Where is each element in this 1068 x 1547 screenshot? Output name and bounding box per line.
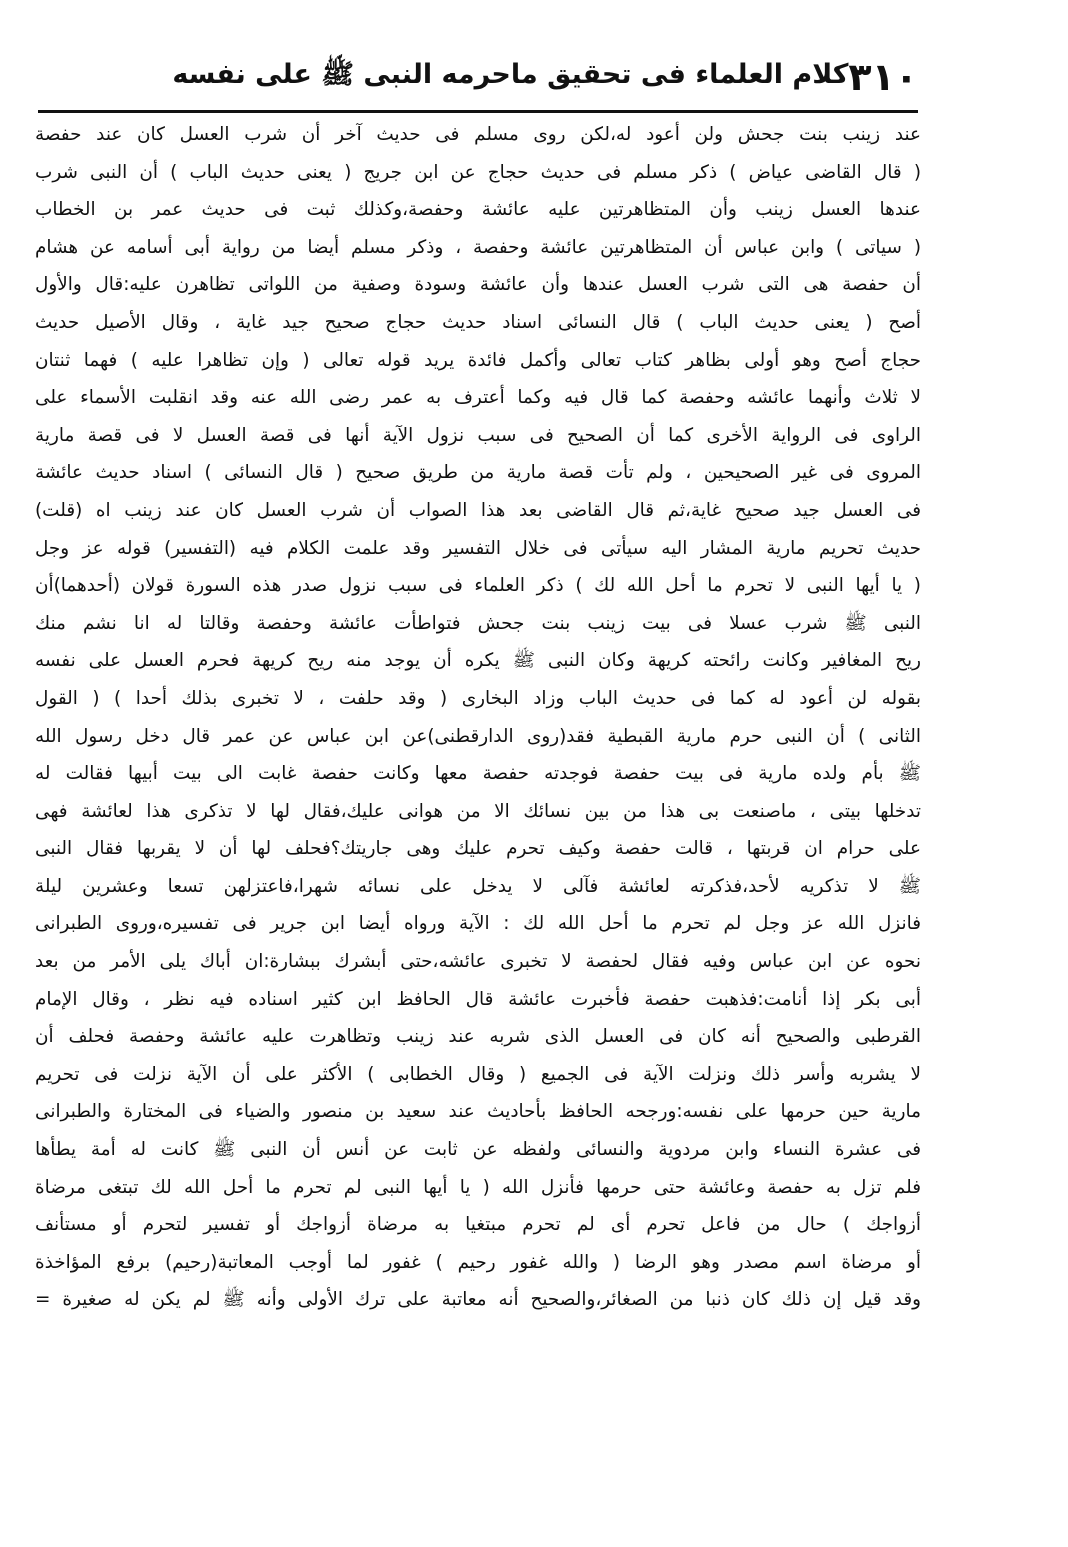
body-text xyxy=(35,116,921,1319)
text-line: بقوله لن أعود له كما فى حديث الباب وزاد البخارى ( وقد حلفت ، لا تخبرى بذلك أحدا ) ( القول xyxy=(35,687,921,709)
text-line: النبى ﷺ شرب عسلا فى بيت زينب بنت جحش فتواطأت عائشة وحفصة وقالتا له انا نشم منك xyxy=(35,612,921,634)
text-line: ( سياتى ) وابن عباس أن المتظاهرتين عائشة وحفصة ، وذكر مسلم أيضا من رواية أبى أسامه عن هشام xyxy=(35,236,921,258)
text-line: أصح ( يعنى حديث الباب ) قال النسائى اسناد حديث حجاج صحيح جيد غاية ، وقال الأصيل حديث xyxy=(35,311,921,333)
text-line: أن حفصة هى التى شرب العسل عندها وأن عائشة وسودة وصفية من اللواتى تظاهرن عليه:قال والأول xyxy=(35,274,921,296)
text-line: أو مرضاة اسم مصدر وهو الرضا ( والله غفور رحيم ) غفور لما أوجب المعاتبة(رحيم) برفع المؤاخذة xyxy=(35,1251,921,1273)
text-line: الثانى ) أن النبى حرم مارية القبطية فقد(روى الدارقطنى)عن ابن عباس عن عمر قال دخل رسول الله xyxy=(35,725,921,747)
page-header xyxy=(38,52,918,102)
text-line: ريح المغافير وكانت رائحته كريهة وكان النبى ﷺ يكره أن يوجد منه ريح كريهة فحرم العسل على نفسه xyxy=(35,650,921,672)
text-line: فى العسل جيد صحيح غاية،ثم قال القاضى بعد هذا الصواب أن شرب العسل كان عند زينب اه (قلت) xyxy=(35,499,921,521)
page-number: ٣١٠ xyxy=(848,55,918,99)
header-rule xyxy=(38,110,918,113)
text-line: حديث تحريم مارية المشار اليه سيأتى فى خلال التفسير وقد علمت الكلام فيه (التفسير) قوله عز وجل xyxy=(35,537,921,559)
text-line: عندها العسل زينب وأن المتظاهرتين عليه عائشة وحفصة،وكذلك ثبت فى حديث عمر بن الخطاب xyxy=(35,199,921,221)
running-title: كلام العلماء فى تحقيق ماحرمه النبى ﷺ على نفسه xyxy=(172,59,849,90)
text-line: نحوه عن ابن عباس وفيه فقال لحفصة لا تخبرى عائشه،حتى أبشرك ببشارة:ان أباك يلى الأمر من بعد xyxy=(35,951,921,973)
text-line: أزواجك ) حال من فاعل تحرم أى لم تحرم مبتغيا به مرضاة أزواجك أو تفسير لتحرم أو مستأنف xyxy=(35,1214,921,1236)
text-line: ﷺ لا تذكريه لأحد،فذكرته لعائشة فآلى لا يدخل على نسائه شهرا،فاعتزلهن تسعا وعشرين ليلة xyxy=(35,875,921,897)
text-line: فى عشرة النساء وابن مردوية والنسائى ولفظه عن ثابت عن أنس أن النبى ﷺ كانت له أمة يطأها xyxy=(35,1139,921,1161)
text-line: وقد قيل إن ذلك كان ذنبا من الصغائر،والصحيح أنه معاتبة على ترك الأولى وأنه ﷺ لم يكن له صغيرة = xyxy=(35,1289,921,1311)
text-line: أبى بكر إذا أنامت:فذهبت حفصة فأخبرت عائشة قال الحافظ ابن كثير اسناده فيه نظر ، وقال الإمام xyxy=(35,988,921,1010)
text-line: الراوى فى الرواية الأخرى كما أن الصحيح فى سبب نزول الآية أنها فى قصة العسل لا فى قصة مارية xyxy=(35,424,921,446)
text-line: ﷺ بأم ولده مارية فى بيت حفصة فوجدته حفصة معها وكانت حفصة غابت الى بيت أبيها فقالت له xyxy=(35,763,921,785)
text-line: المروى فى غير الصحيحين ، ولم تأت قصة مارية من طريق صحيح ( قال النسائى ) اسناد حديث عائشة xyxy=(35,462,921,484)
text-line: تدخلها بيتى ، ماصنعت بى هذا من بين نسائك الا من هوانى عليك،فقال لها لا تذكرى هذا لعائشة فهى xyxy=(35,800,921,822)
text-line: ( يا أيها النبى لا تحرم ما أحل الله لك ) ذكر العلماء فى سبب نزول صدر هذه السورة قولان (أحدهما)أن xyxy=(35,575,921,597)
text-line: فلم تزل به حفصة وعائشة حتى حرمها فأنزل الله ( يا أيها النبى لم تحرم ما أحل الله لك تبتغى مرضاة xyxy=(35,1176,921,1198)
text-line: حجاج أصح وهو أولى بظاهر كتاب تعالى وأكمل فائدة يريد قوله تعالى ( وإن تظاهرا عليه ) فهما ثنتان xyxy=(35,349,921,371)
text-line: ( قال القاضى عياض ) ذكر مسلم فى حديث حجاج عن ابن جريج ( يعنى حديث الباب ) أن النبى شرب xyxy=(35,161,921,183)
text-line: لا ثلاث وأنهما عائشه وحفصة كما قال فيه وكما أعترف به عمر رضى الله عنه وقد انقلبت الأسماء على xyxy=(35,387,921,409)
text-line: عند زينب بنت جحش ولن أعود له،لكن روى مسلم فى حديث آخر أن شرب العسل كان عند حفصة xyxy=(35,124,921,145)
text-line: القرطبى والصحيح أنه كان فى العسل الذى شربه عند زينب وتظاهرت عليه عائشة وحفصة فحلف أن xyxy=(35,1026,921,1048)
text-line: على حرام ان قربتها ، قالت حفصة وكيف تحرم عليك وهى جاريتك؟فحلف لها أن لا يقربها فقال النبى xyxy=(35,838,921,860)
text-line: فانزل الله عز وجل لم تحرم ما أحل الله لك : الآية ورواه أيضا ابن جرير فى تفسيره،وروى الطبرانى xyxy=(35,913,921,935)
text-line: لا يشربه وأسر ذلك ونزلت الآية فى الجميع ( وقال الخطابى ) الأكثر على أن الآية نزلت فى تحريم xyxy=(35,1063,921,1085)
text-line: مارية حين حرمها على نفسه:ورجحه الحافظ بأحاديث عند سعيد بن منصور والضياء فى المختارة والطبرانى xyxy=(35,1101,921,1123)
